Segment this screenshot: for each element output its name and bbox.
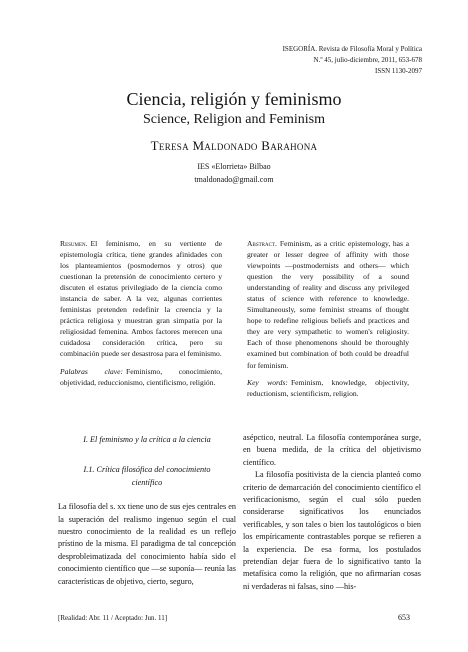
author-affiliation: IES «Elorrieta» Bilbao <box>197 162 271 171</box>
abstract-en-body <box>247 238 409 371</box>
abstract-spanish <box>60 238 222 388</box>
journal-header <box>182 44 422 77</box>
keywords-es-text: Feminismo, conocimiento, objetividad, reduccionismo, cientificismo, religión. <box>60 366 222 387</box>
article-title-es: Ciencia, religión y feminismo <box>126 89 342 109</box>
page-footer <box>58 613 410 623</box>
title-block <box>60 88 408 186</box>
subsection-heading: I.1. Crítica filosófica del conocimiento científico <box>83 465 211 487</box>
body-column-right <box>243 432 421 593</box>
article-title-en: Science, Religion and Feminism <box>143 112 325 127</box>
body-paragraph: La filosofía positivista de la ciencia planteó como criterio de demarcación del conocimiento científico el verificacionismo, según el cual sólo pueden considerarse significativos los enunciados verificables, y son tales o bien los tautológicos o bien los empíricamente contrastables porque se refieren a la experiencia. De esa forma, los postulados pretendían dejar fuera de lo significativo tanto la metafísica como la religión, que no afirmarían cosas ni verdaderas ni falsas, sino —his- <box>243 470 421 591</box>
keywords-es-label: Palabras clave: <box>60 366 124 376</box>
journal-issue: N.º 45, julio-diciembre, 2011, 653-678 <box>313 56 422 64</box>
abstract-es-text: El feminismo, en su vertiente de epistemología crítica, tiene grandes afinidades con los planteamientos (posmodernos y otros) que cuestionan la pretensión de conocimiento certero y discuten el estatus privilegiado de la ciencia como instancia de saber. A la vez, algunas corrientes feministas pretenden redefinir la creencia y la práctica religiosa y muestran gran simpatía por la religiosidad femenina. Ambos factores merecen una cuidadosa consideración crítica, pero su combinación puede ser desastrosa para el feminismo. <box>60 239 222 359</box>
keywords-en <box>247 377 409 399</box>
abstract-english <box>247 238 409 399</box>
body-paragraph: La filosofía del s. xx tiene uno de sus ejes centrales en la superación del realismo ingenuo según el cual nuestro conocimiento de la realidad es un reflejo prístino de la misma. El paradigma de tal concepción desprobleimatizada del conocimiento había sido el conocimiento científico que —se suponía— reunía las características de objetivo, cierto, seguro, <box>58 502 236 586</box>
author-email: tmaldonado@gmail.com <box>194 175 274 184</box>
author-name: Teresa Maldonado Barahona <box>150 138 318 153</box>
received-accepted-dates: [Realidad: Abr. 11 / Aceptado: Jun. 11] <box>58 614 168 622</box>
keywords-en-text: Feminism, knowledge, objectivity, reductionism, scientificism, religion. <box>247 377 409 398</box>
keywords-es <box>60 366 222 388</box>
journal-name: ISEGORÍA. Revista de Filosofía Moral y Política <box>282 45 422 53</box>
journal-issn: ISSN 1130-2097 <box>375 67 422 75</box>
abstract-es-body <box>60 238 222 360</box>
page-number: 653 <box>398 613 410 622</box>
keywords-en-label: Key words: <box>247 377 288 387</box>
abstract-es-label: Resumen. <box>60 239 88 248</box>
abstract-en-label: Abstract. <box>247 239 277 248</box>
section-heading: I. El feminismo y la crítica a la ciencia <box>83 435 211 444</box>
body-column-left <box>58 434 236 588</box>
body-paragraph: asépctico, neutral. La filosofía contemporánea surge, en buena medida, de la crítica del objetivismo científico. <box>243 433 421 467</box>
abstract-en-text: Feminism, as a critic epistemology, has a greater or lesser degree of affinity with those viewpoints —postmodernists and others— which question the very possibility of a sound understanding of reality and discuss any privileged status of science with reference to knowledge. Simultaneously, some feminist streams of thought hope to redefine religious beliefs and practices and they are very sympathetic to women's religiosity. Each of those phenomenons should be thoroughly examined but combination of both could be dreadful for feminism. <box>247 239 409 370</box>
